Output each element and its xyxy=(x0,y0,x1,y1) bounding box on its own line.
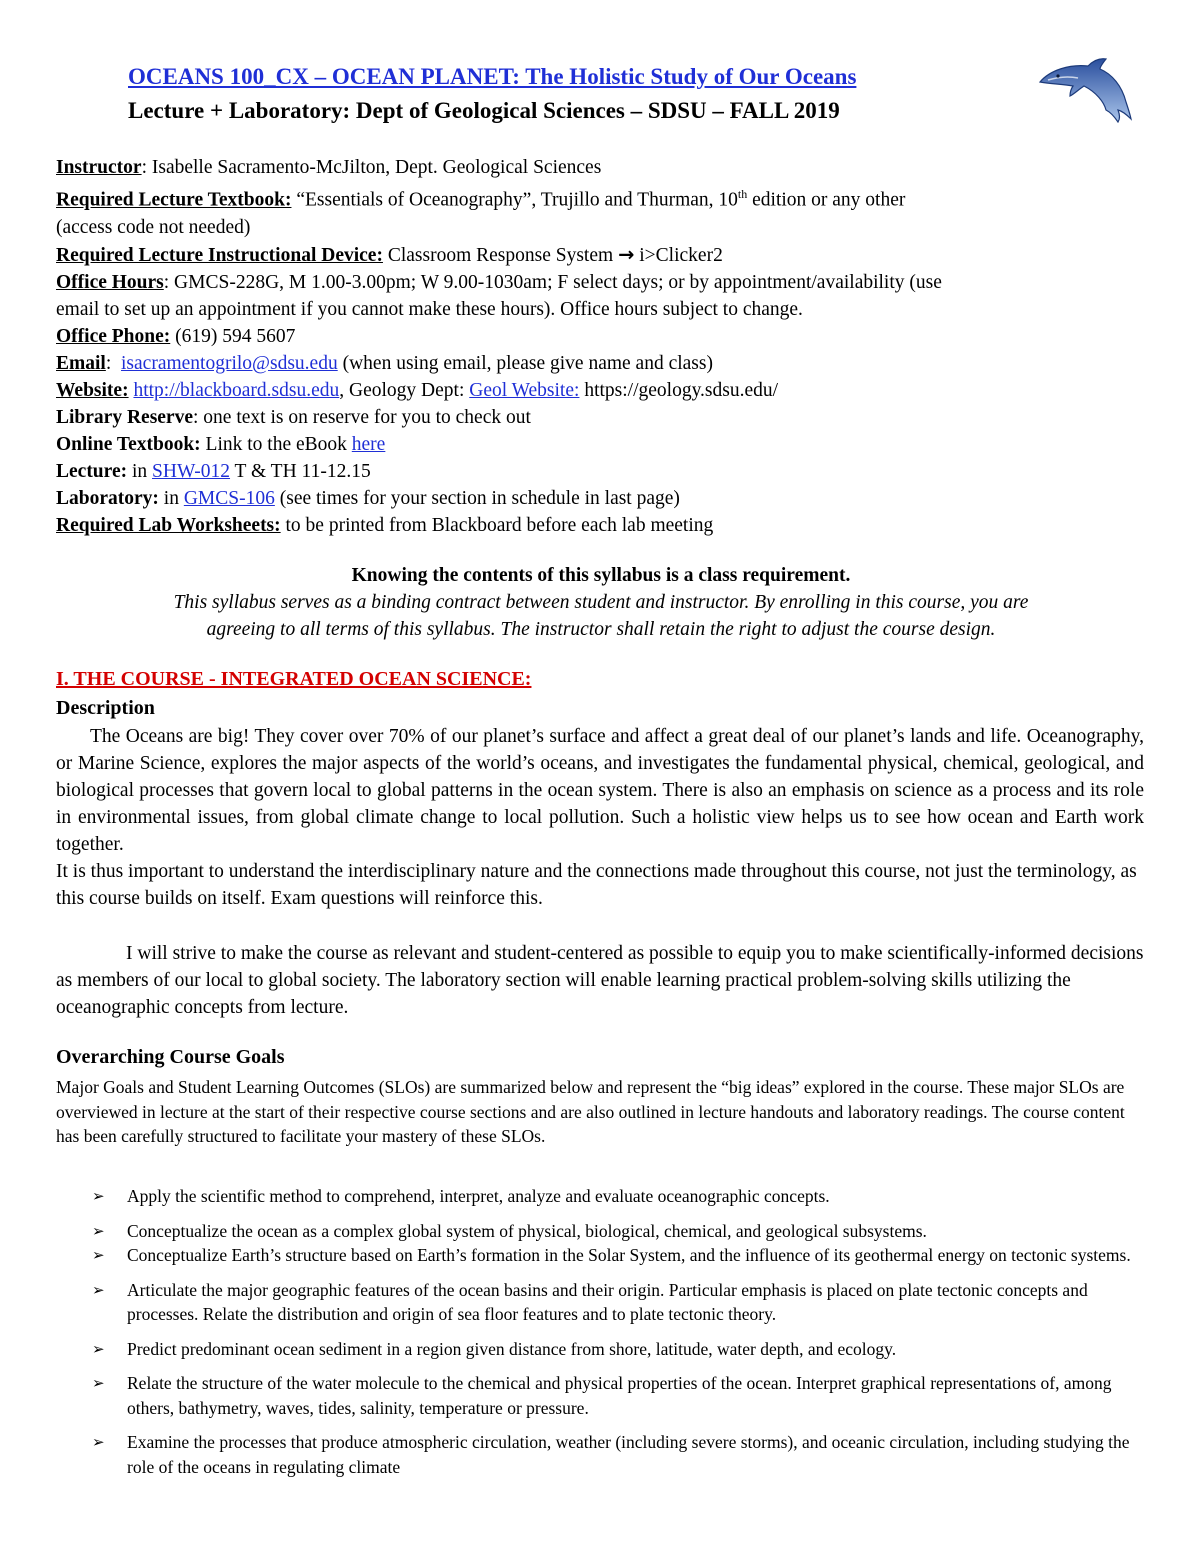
notice-heading: Knowing the contents of this syllabus is a class requirement. xyxy=(351,565,851,586)
laboratory-row xyxy=(56,485,1146,512)
lab-room-link[interactable]: GMCS-106 xyxy=(183,487,275,509)
lecture-label: Lecture: xyxy=(56,460,128,482)
notice-line-2: agreeing to all terms of this syllabus. The instructor shall retain the right to adjust the course design. xyxy=(206,619,996,640)
library-row xyxy=(56,404,1146,431)
goal-text: Relate the structure of the water molecule to the chemical and physical properties of the ocean. Interpret graphical representations of, among others, bathymetry, waves, tides, salinity, temperature or pressure. xyxy=(127,1373,1112,1418)
device-label: Required Lecture Instructional Device: xyxy=(56,244,383,266)
arrow-bullet-icon: ➢ xyxy=(92,1374,105,1392)
lecture-row xyxy=(56,458,1146,485)
goal-text: Conceptualize Earth’s structure based on Earth’s formation in the Solar System, and the influence of its geothermal energy on tectonic systems. xyxy=(127,1245,1131,1265)
document-subtitle: Lecture + Laboratory: Dept of Geological Sciences – SDSU – FALL 2019 xyxy=(128,98,840,123)
device-value-b: i>Clicker2 xyxy=(634,244,723,266)
list-item xyxy=(92,1371,1132,1420)
phone-value: (619) 594 5607 xyxy=(170,325,296,347)
textbook-label: Required Lecture Textbook: xyxy=(56,189,292,211)
geol-website-link[interactable]: Geol Website: xyxy=(469,379,580,401)
arrow-bullet-icon: ➢ xyxy=(92,1246,105,1264)
lecture-room-link[interactable]: SHW-012 xyxy=(152,460,231,482)
website-value-b: https://geology.sdsu.edu/ xyxy=(579,379,779,401)
library-label: Library Reserve xyxy=(56,406,193,428)
online-textbook-value: Link to the eBook xyxy=(200,433,352,455)
list-item xyxy=(92,1278,1132,1327)
goals-heading: Overarching Course Goals xyxy=(56,1046,285,1068)
laboratory-label: Laboratory: xyxy=(56,487,159,509)
goals-intro xyxy=(56,1075,1146,1149)
arrow-bullet-icon: ➢ xyxy=(92,1221,105,1240)
email-label: Email xyxy=(56,352,106,374)
textbook-row xyxy=(56,181,1146,241)
list-item xyxy=(92,1430,1132,1479)
phone-label: Office Phone: xyxy=(56,325,171,347)
description-heading: Description xyxy=(56,697,155,719)
dolphin-icon xyxy=(1036,56,1132,124)
lecture-value: in xyxy=(127,460,153,482)
email-sep: : xyxy=(105,352,122,374)
online-textbook-row xyxy=(56,431,1146,458)
blackboard-link[interactable]: http://blackboard.sdsu.edu xyxy=(133,379,340,401)
instructor-label: Instructor xyxy=(56,157,142,178)
phone-row xyxy=(56,323,1146,350)
device-row xyxy=(56,241,1146,269)
list-item xyxy=(92,1337,1132,1362)
textbook-edition-sup: th xyxy=(737,187,748,201)
goal-text: Examine the processes that produce atmospheric circulation, weather (including severe storms), and oceanic circulation, including studying the role of the oceans in regulating climate xyxy=(127,1432,1130,1477)
device-value: Classroom Response System xyxy=(382,244,619,266)
arrow-bullet-icon: ➢ xyxy=(92,1433,105,1451)
document-title: OCEANS 100_CX – OCEAN PLANET: The Holistic Study of Our Oceans xyxy=(128,64,857,89)
approach-paragraph: I will strive to make the course as relevant and student-centered as possible to equip you to make scientifically-informed decisions as members of our local to global society. The laboratory section will enable learning practical problem-solving skills utilizing the oceanographic concepts from lecture. xyxy=(56,943,1144,1018)
laboratory-note: (see times for your section in schedule in last page) xyxy=(274,487,680,509)
arrow-icon: → xyxy=(618,242,635,266)
goal-text: Predict predominant ocean sediment in a region given distance from shore, latitude, water depth, and ecology. xyxy=(127,1338,897,1359)
arrow-bullet-icon: ➢ xyxy=(92,1187,105,1205)
textbook-value-b: edition or any other xyxy=(747,189,906,211)
library-value: : one text is on reserve for you to check out xyxy=(193,406,531,428)
office-hours-note: email to set up an appointment if you cannot make these hours). Office hours subject to change. xyxy=(56,298,803,320)
course-approach xyxy=(56,940,1144,1021)
website-label: Website: xyxy=(56,379,129,401)
goal-text: Articulate the major geographic features of the ocean basins and their origin. Particular emphasis is placed on plate tectonic concepts and processes. Relate the distribution and origin of sea floor features and to plate tectonic theory. xyxy=(127,1279,1088,1324)
office-hours-row xyxy=(56,269,1146,323)
goals-intro-text: Major Goals and Student Learning Outcomes (SLOs) are summarized below and represent the “big ideas” explored in the course. These major SLOs are overviewed in lecture at the start of their respective course sections and are also outlined in lecture handouts and laboratory readings. The course content has been carefully structured to facilitate your mastery of these SLOs. xyxy=(56,1077,1125,1146)
office-hours-label: Office Hours xyxy=(56,271,164,293)
lecture-time: T & TH 11-12.15 xyxy=(230,460,371,482)
email-row xyxy=(56,350,1146,377)
textbook-value: “Essentials of Oceanography”, Trujillo and Thurman, 10 xyxy=(291,189,738,211)
textbook-note: (access code not needed) xyxy=(56,216,251,238)
course-description xyxy=(56,723,1144,912)
syllabus-notice xyxy=(56,562,1146,643)
arrow-bullet-icon: ➢ xyxy=(92,1280,105,1299)
website-value: , Geology Dept: xyxy=(339,379,470,401)
ebook-link[interactable]: here xyxy=(351,433,386,455)
instructor-value: : Isabelle Sacramento-McJilton, Dept. Geological Sciences xyxy=(141,157,602,178)
course-info xyxy=(56,154,1146,539)
section-heading: I. THE COURSE - INTEGRATED OCEAN SCIENCE: xyxy=(56,668,532,690)
website-row xyxy=(56,377,1146,404)
goals-list xyxy=(92,1184,1132,1479)
goal-text: Conceptualize the ocean as a complex global system of physical, biological, chemical, and geological subsystems. xyxy=(127,1220,927,1241)
arrow-bullet-icon: ➢ xyxy=(92,1339,105,1358)
instructor-row xyxy=(56,154,1146,181)
list-item xyxy=(92,1243,1132,1268)
goal-text: Apply the scientific method to comprehend, interpret, analyze and evaluate oceanographic concepts. xyxy=(127,1186,830,1206)
notice-line-1: This syllabus serves as a binding contract between student and instructor. By enrolling in this course, you are xyxy=(173,592,1029,613)
worksheets-row xyxy=(56,512,1146,539)
description-paragraph-1: The Oceans are big! They cover over 70% of our planet’s surface and affect a great deal of our planet’s lands and life. Oceanography, or Marine Science, explores the major aspects of the world’s oceans, and investigates the fundamental physical, chemical, geological, and biological processes that govern local to global patterns in the ocean system. There is also an emphasis on science as a process and its role in environmental issues, from global climate change to local pollution. Such a holistic view helps us to see how ocean and Earth work together. xyxy=(56,726,1144,855)
email-link[interactable]: isacramentogrilo@sdsu.edu xyxy=(121,352,338,374)
description-paragraph-2: It is thus important to understand the interdisciplinary nature and the connections made throughout this course, not just the terminology, as this course builds on itself. Exam questions will reinforce this. xyxy=(56,861,1137,909)
online-textbook-label: Online Textbook: xyxy=(56,433,201,455)
worksheets-label: Required Lab Worksheets: xyxy=(56,514,281,536)
email-value: (when using email, please give name and class) xyxy=(337,352,713,374)
worksheets-value: to be printed from Blackboard before each lab meeting xyxy=(280,514,714,536)
office-hours-value: : GMCS-228G, M 1.00-3.00pm; W 9.00-1030am; F select days; or by appointment/availability (use xyxy=(163,271,942,293)
list-item xyxy=(92,1219,1132,1244)
list-item xyxy=(92,1184,1132,1209)
laboratory-value: in xyxy=(158,487,184,509)
